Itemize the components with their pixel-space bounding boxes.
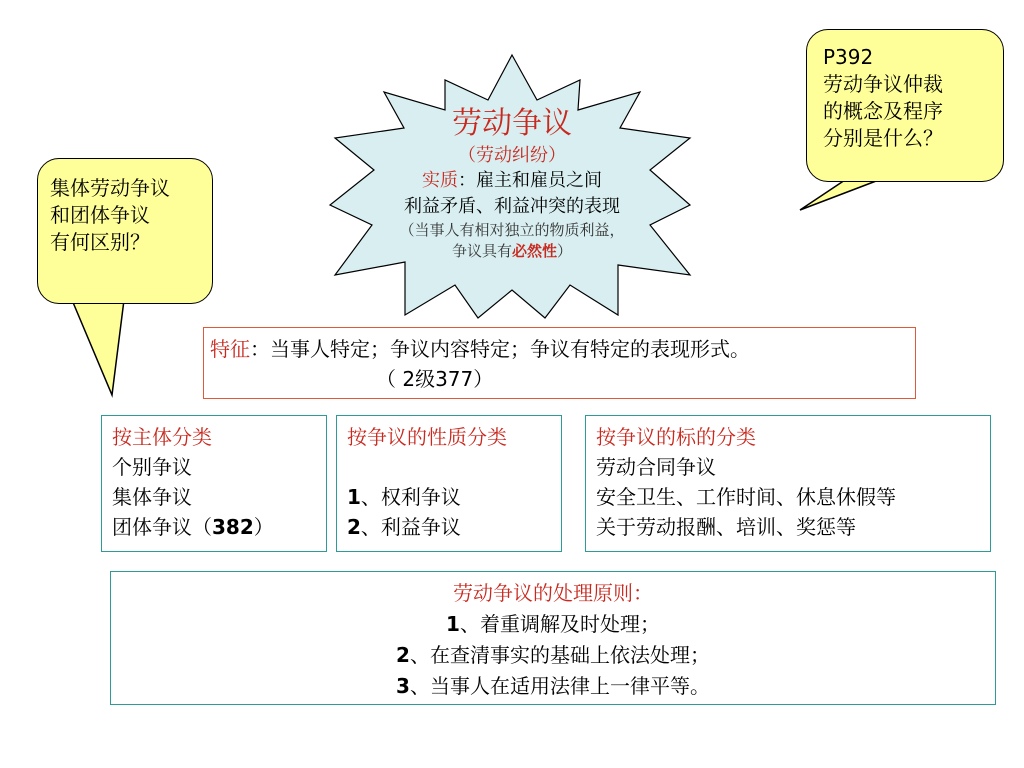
item-text: 、当事人在适用法律上一律平等。 bbox=[409, 674, 710, 698]
starburst-content bbox=[376, 104, 648, 262]
class-title: 按主体分类 bbox=[112, 425, 212, 449]
item-text: 、着重调解及时处理； bbox=[459, 612, 660, 636]
bubble-right-line: 劳动争议仲裁 bbox=[823, 72, 943, 96]
item-number: 2 bbox=[347, 515, 361, 539]
class-item: 集体争议 bbox=[112, 485, 192, 509]
bubble-right-line: 分别是什么？ bbox=[823, 126, 943, 150]
class-item: 个别争议 bbox=[112, 455, 192, 479]
page-ref: 382 bbox=[212, 515, 254, 539]
class-item bbox=[347, 512, 561, 542]
class-item-blank bbox=[347, 452, 561, 482]
burst-note-1: （当事人有相对独立的物质利益， bbox=[399, 221, 625, 239]
note-emphasis: 必然性 bbox=[511, 242, 557, 260]
essence-text: ：雇主和雇员之间 bbox=[458, 170, 602, 191]
class-item: 关于劳动报酬、培训、奖惩等 bbox=[596, 515, 856, 539]
features-line bbox=[210, 334, 915, 364]
burst-note-2 bbox=[376, 241, 648, 262]
features-text: ：当事人特定；争议内容特定；争议有特定的表现形式。 bbox=[250, 337, 750, 361]
class-item: 安全卫生、工作时间、休息休假等 bbox=[596, 485, 896, 509]
class-title: 按争议的标的分类 bbox=[596, 425, 756, 449]
principles-title: 劳动争议的处理原则： bbox=[453, 581, 653, 605]
class-item bbox=[112, 512, 326, 542]
principles-box bbox=[110, 571, 996, 705]
item-text: 、权利争议 bbox=[360, 485, 461, 509]
burst-subtitle: （劳动纠纷） bbox=[458, 145, 566, 166]
note-pre: 争议具有 bbox=[451, 242, 512, 260]
classification-by-object bbox=[585, 415, 991, 552]
item-number: 3 bbox=[396, 674, 410, 698]
bubble-left-line: 和团体争议 bbox=[50, 203, 150, 227]
item-number: 1 bbox=[446, 612, 460, 636]
classification-by-subject bbox=[101, 415, 327, 552]
features-box bbox=[203, 327, 916, 399]
question-bubble-left bbox=[37, 158, 213, 304]
class-item-close: ） bbox=[253, 515, 274, 539]
item-number: 2 bbox=[396, 643, 410, 667]
bubble-left-tail bbox=[72, 300, 124, 395]
bubble-left-line: 集体劳动争议 bbox=[50, 176, 170, 200]
bubble-right-line: 的概念及程序 bbox=[823, 99, 943, 123]
item-text: 、在查清事实的基础上依法处理； bbox=[409, 643, 710, 667]
note-post: ） bbox=[557, 242, 573, 260]
burst-essence-2: 利益矛盾、利益冲突的表现 bbox=[404, 196, 620, 217]
classification-by-nature bbox=[336, 415, 562, 552]
class-item bbox=[347, 482, 561, 512]
item-number: 1 bbox=[347, 485, 361, 509]
item-text: 、利益争议 bbox=[360, 515, 461, 539]
principle-item bbox=[111, 671, 995, 702]
principle-item bbox=[111, 609, 995, 640]
features-label: 特征 bbox=[210, 337, 250, 361]
bubble-left-line: 有何区别？ bbox=[50, 230, 150, 254]
question-bubble-right bbox=[806, 29, 1004, 182]
burst-essence bbox=[376, 168, 648, 194]
class-title: 按争议的性质分类 bbox=[347, 425, 507, 449]
essence-label: 实质 bbox=[422, 170, 458, 191]
bubble-right-tail bbox=[800, 178, 884, 210]
burst-title: 劳动争议 bbox=[452, 106, 572, 141]
class-item: 劳动合同争议 bbox=[596, 455, 716, 479]
bubble-right-line: P392 bbox=[823, 45, 874, 69]
principle-item bbox=[111, 640, 995, 671]
class-item-text: 团体争议（ bbox=[112, 515, 212, 539]
features-ref: （ 2级377） bbox=[376, 367, 494, 391]
